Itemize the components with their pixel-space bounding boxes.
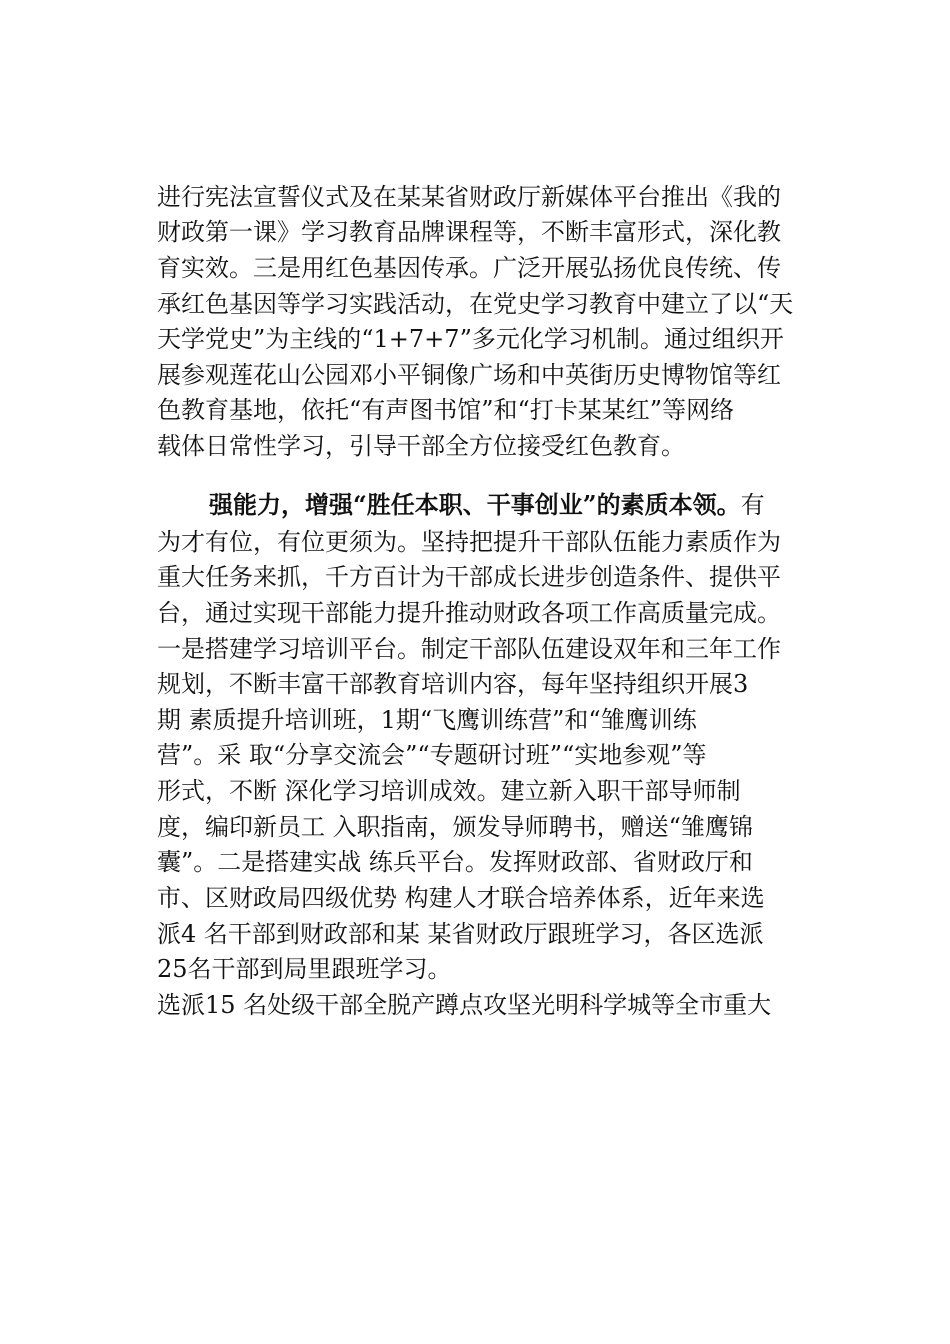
text-line-19: 囊”。二是搭建实战 练兵平台。发挥财政部、省财政厅和	[157, 848, 753, 876]
text-line-12: 台，通过实现干部能力提升推动财政各项工作高质量完成。	[157, 599, 781, 627]
text-line-16: 营”。采 取“分享交流会”“专题研讨班”“实地参观”等	[157, 741, 707, 769]
text-line-6: 展参观莲花山公园邓小平铜像广场和中英街历史博物馆等红	[157, 361, 781, 389]
text-line-4: 承红色基因等学习实践活动，在党史学习教育中建立了以“天	[157, 290, 794, 318]
text-line-17: 形式，不断 深化学习培训成效。建立新入职干部导师制	[157, 777, 741, 805]
text-line-7: 色教育基地，依托“有声图书馆”和“打卡某某红”等网络	[157, 396, 735, 424]
text-line-1: 进行宪法宣誓仪式及在某某省财政厅新媒体平台推出《我的	[157, 183, 781, 211]
section-heading-bold: 强能力，增强“胜任本职、干事创业”的素质本领。	[209, 490, 741, 519]
section-heading-line	[209, 490, 837, 520]
text-line-15: 期 素质提升培训班，1期“飞鹰训练营”和“雏鹰训练	[157, 706, 697, 734]
text-line-23: 选派15 名处级干部全脱产蹲点攻坚光明科学城等全市重大	[157, 991, 772, 1019]
text-line-5: 天学党史”为主线的“1+7+7”多元化学习机制。通过组织开	[157, 325, 784, 353]
text-line-21: 派4 名干部到财政部和某 某省财政厅跟班学习，各区选派	[157, 920, 764, 948]
text-line-10: 为才有位，有位更须为。坚持把提升干部队伍能力素质作为	[157, 528, 781, 556]
text-line-18: 度，编印新员工 入职指南，颁发导师聘书，赠送“雏鹰锦	[157, 813, 753, 841]
text-line-8: 载体日常性学习，引导干部全方位接受红色教育。	[157, 432, 685, 460]
text-line-3: 育实效。三是用红色基因传承。广泛开展弘扬优良传统、传	[157, 254, 781, 282]
text-line-13: 一是搭建学习培训平台。制定干部队伍建设双年和三年工作	[157, 635, 781, 663]
text-line-11: 重大任务来抓，千方百计为干部成长进步创造条件、提供平	[157, 563, 781, 591]
text-line-22: 25名干部到局里跟班学习。	[157, 955, 452, 983]
section-heading-continuation: 有	[740, 491, 765, 519]
text-line-2: 财政第一课》学习教育品牌课程等，不断丰富形式，深化教	[157, 218, 781, 246]
text-line-14: 规划，不断丰富干部教育培训内容，每年坚持组织开展3	[157, 670, 749, 698]
text-line-20: 市、区财政局四级优势 构建人才联合培养体系，近年来选	[157, 884, 765, 912]
